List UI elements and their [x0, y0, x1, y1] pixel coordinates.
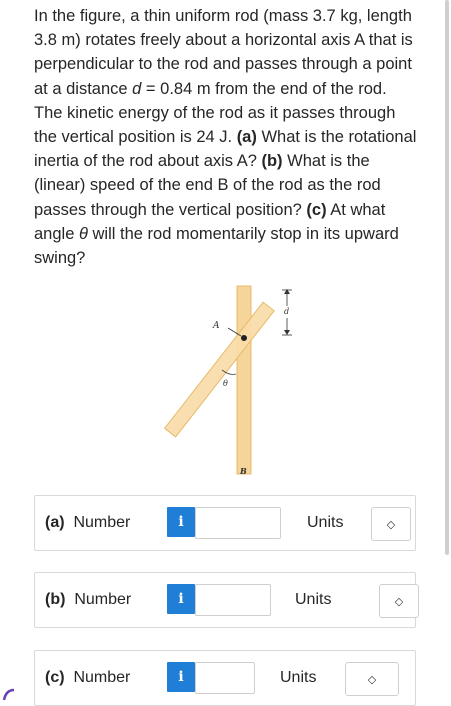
- units-select-a[interactable]: [371, 507, 411, 541]
- info-icon: i: [178, 514, 184, 530]
- scrollbar[interactable]: [445, 0, 449, 555]
- label-d: d: [284, 307, 290, 316]
- number-input-c[interactable]: [195, 662, 255, 694]
- pivot-point-A: [241, 335, 247, 341]
- vertical-rod: [237, 286, 251, 474]
- number-label-a: Number: [73, 514, 131, 531]
- info-icon: i: [178, 591, 184, 607]
- number-label-c: Number: [73, 669, 131, 686]
- number-label-b: Number: [74, 591, 132, 608]
- number-input-b[interactable]: [195, 584, 271, 616]
- d-variable: d: [132, 79, 142, 98]
- part-a-label: (a): [45, 514, 65, 531]
- answer-label-a: [45, 514, 130, 532]
- units-select-b[interactable]: [379, 584, 419, 618]
- info-button-a[interactable]: [167, 507, 195, 537]
- part-b-text: What is the (linear) speed of the end B of the rod as the rod passes through the vertical position?: [34, 152, 381, 219]
- answer-label-c: [45, 669, 130, 687]
- question-text: [34, 4, 419, 270]
- part-b-label: (b): [45, 591, 66, 608]
- part-c-tag: (c): [306, 200, 327, 219]
- info-icon: i: [178, 669, 184, 685]
- rod-figure: [140, 278, 310, 478]
- question-mid: = 0.84 m from the end of the rod. The kinetic energy of the rod as it passes through the vertical position is 24 J.: [34, 79, 396, 147]
- label-theta: θ: [223, 379, 228, 388]
- answer-label-b: [45, 591, 131, 609]
- answer-row-c: [34, 650, 416, 706]
- units-label-a: Units: [307, 514, 344, 531]
- units-label-b: Units: [295, 591, 332, 608]
- units-label-c: Units: [280, 669, 317, 686]
- part-b-tag: (b): [261, 152, 283, 171]
- question-intro: In the figure, a thin uniform rod (mass 3.7 kg, length 3.8 m) rotates freely about a horizontal axis A that is perpendicular to the rod and passes through a point at a distance: [34, 7, 413, 98]
- answer-row-a: [34, 495, 416, 551]
- units-select-c[interactable]: [345, 662, 399, 696]
- chevron-updown-icon: ◇: [394, 595, 404, 608]
- label-B: B: [240, 466, 247, 476]
- theta-variable: θ: [78, 224, 88, 243]
- part-c-label: (c): [45, 669, 65, 686]
- part-c-text: At what angle: [34, 200, 386, 243]
- answer-row-b: [34, 572, 416, 628]
- info-button-b[interactable]: [167, 584, 195, 614]
- label-A: A: [213, 321, 220, 331]
- number-input-a[interactable]: [195, 507, 281, 539]
- chevron-updown-icon: ◇: [367, 673, 377, 686]
- question-end: will the rod momentarily stop in its upward swing?: [34, 224, 399, 268]
- part-a-tag: (a): [236, 128, 257, 147]
- chevron-updown-icon: ◇: [386, 518, 396, 531]
- edge-decoration: [0, 686, 18, 700]
- part-a-text: What is the rotational inertia of the rod about axis A?: [34, 128, 417, 171]
- info-button-c[interactable]: [167, 662, 195, 692]
